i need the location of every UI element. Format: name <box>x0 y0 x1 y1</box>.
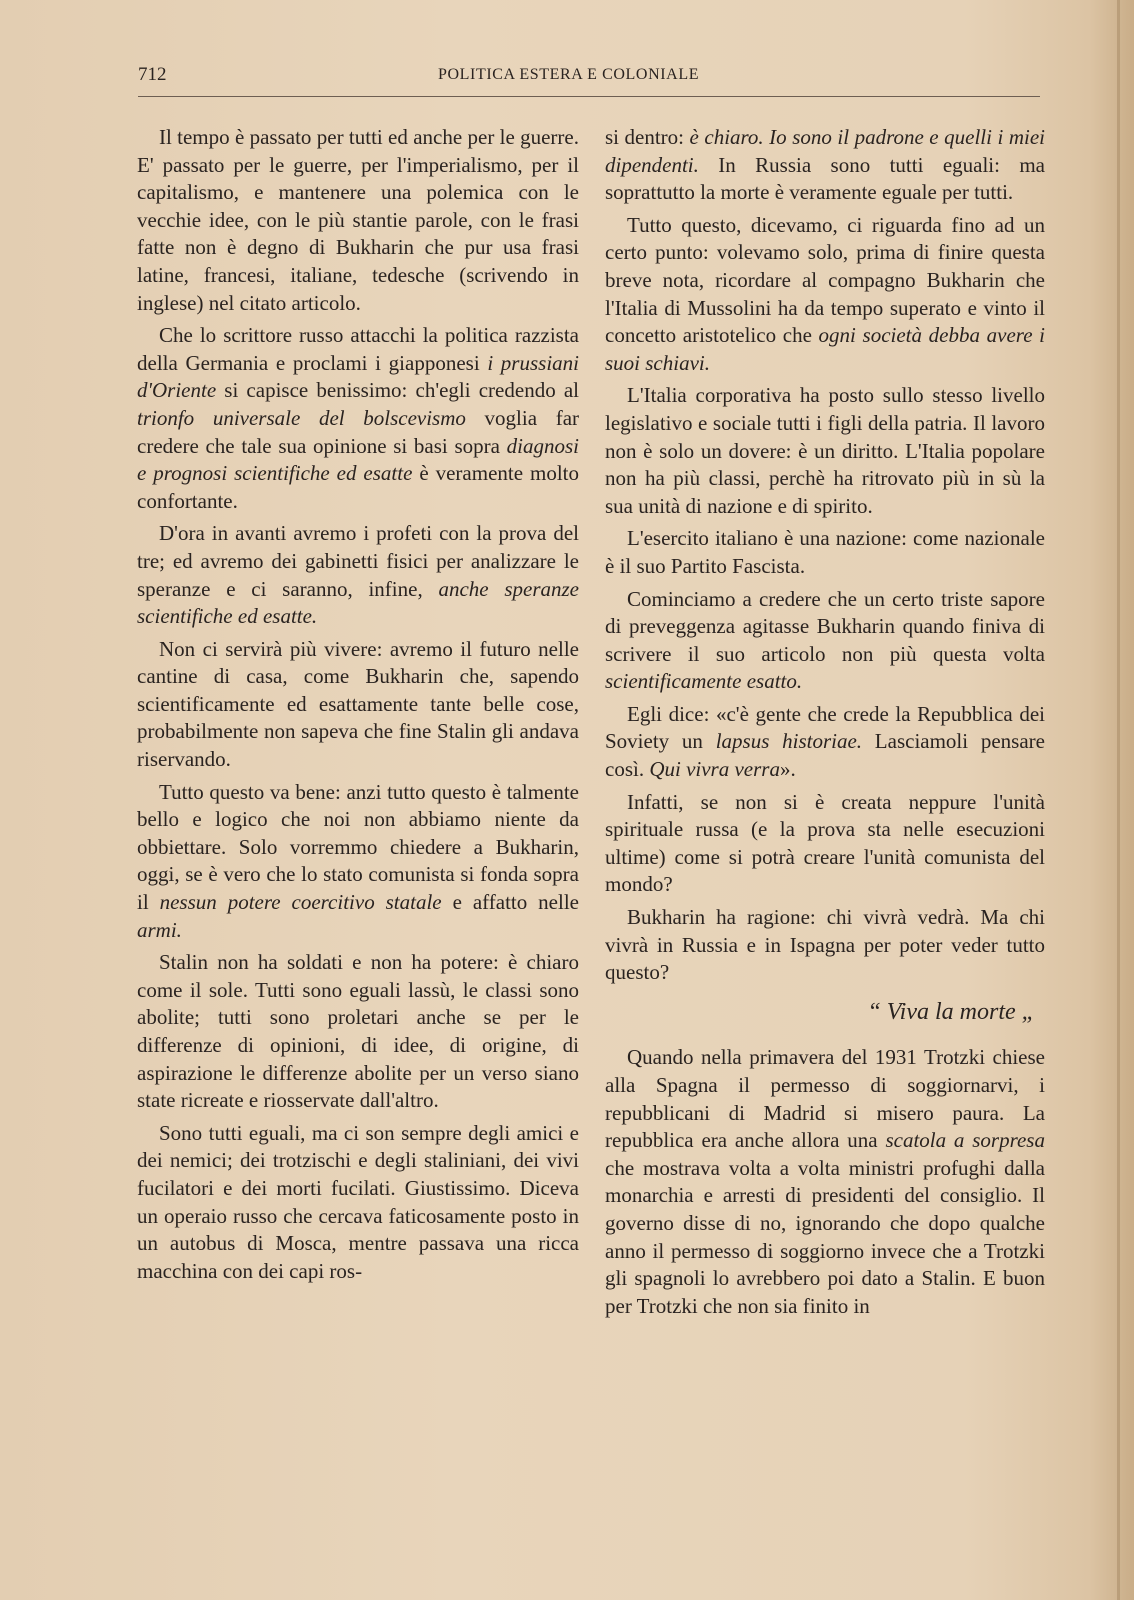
paragraph <box>605 1044 1045 1320</box>
text-run: si capisce benissimo: ch'egli credendo al <box>216 378 579 403</box>
text-run: ». <box>779 757 796 782</box>
text-run: Egli dice: «c'è gente che crede la Repubblica dei Soviety un <box>605 701 1045 754</box>
text-run: Cominciamo a credere che un certo triste sapore di preveggenza agitasse Bukharin quando finiva di scrivere il suo articolo non più questa volta <box>605 586 1045 666</box>
text-run: In Russia sono tutti eguali: ma soprattutto la morte è veramente eguale per tutti. <box>605 152 1045 205</box>
text-run: che mostrava volta a volta ministri profughi dalla monarchia e arresti di presidenti del consiglio. Il governo disse di no, ignorando che dopo qualche anno il permesso di soggiorno invece che a Trotzki gli spagnoli lo avrebbero poi dato a Stalin. E buon per Trotzki che non sia finito in <box>605 1155 1045 1318</box>
italic-text: scientificamente esatto. <box>605 669 803 694</box>
paragraph <box>605 701 1045 784</box>
italic-text: diagnosi e prognosi scientifiche ed esatte <box>137 433 579 486</box>
header-rule <box>138 96 1040 97</box>
text-run: Il tempo è passato per tutti ed anche per le guerre. E' passato per le guerre, per l'imperialismo, per il capitalismo, e mantenere una polemica con le vecchie idee, con le più stantie parole, con le frasi fatte non è degno di Bukharin che pur usa frasi latine, francesi, italiane, tedesche (scrivendo in inglese) nel citato articolo. <box>137 125 579 315</box>
italic-text: è chiaro. Io sono il padrone e quelli i miei dipendenti. <box>605 125 1045 177</box>
paragraph <box>605 525 1045 580</box>
italic-text: i prussiani d'Oriente <box>137 350 579 403</box>
text-run: Che lo scrittore russo attacchi la politica razzista della Germania e proclami i giapponesi <box>137 323 579 375</box>
paragraph <box>137 322 579 515</box>
paragraph <box>605 904 1045 987</box>
page-header <box>138 62 1040 92</box>
paragraph <box>605 124 1045 207</box>
paragraph <box>137 949 579 1115</box>
paragraph <box>137 124 579 317</box>
text-run: voglia far credere che tale sua opinione si basi sopra <box>137 405 580 458</box>
paragraph <box>137 779 579 945</box>
text-run: è veramente molto confortante. <box>137 461 579 513</box>
text-run: Non ci servirà più vivere: avremo il futuro nelle cantine di casa, come Bukharin che, sapendo scientificamente ed esattamente tante belle cose, probabilmente non sapeva che fine Stalin gli andava riservando. <box>137 636 579 772</box>
paragraph <box>605 789 1045 899</box>
paragraph <box>137 520 579 630</box>
page-number: 712 <box>138 64 167 85</box>
italic-text: anche speranze scientifiche ed esatte. <box>137 576 579 629</box>
text-run: Tutto questo, dicevamo, ci riguarda fino ad un certo punto: volevamo solo, prima di finire questa breve nota, ricordare al compagno Bukharin che l'Italia di Mussolini ha da tempo superato e vinto il concetto aristotelico che <box>605 212 1045 348</box>
text-run: Bukharin ha ragione: chi vivrà vedrà. Ma chi vivrà in Russia e in Ispagna per poter veder tutto questo? <box>605 905 1045 985</box>
text-run: Infatti, se non si è creata neppure l'unità spirituale russa (e la prova sta nelle esecuzioni ultime) come si potrà creare l'unità comunista del mondo? <box>605 789 1045 897</box>
paragraph <box>605 586 1045 696</box>
section-heading <box>605 999 1045 1027</box>
text-run: L'esercito italiano è una nazione: come nazionale è il suo Partito Fascista. <box>605 526 1045 578</box>
text-run: Quando nella primavera del 1931 Trotzki chiese alla Spagna il permesso di soggiornarvi, i repubblicani di Madrid si misero paura. La repubblica era anche allora una <box>605 1045 1045 1153</box>
text-run: Sono tutti eguali, ma ci son sempre degli amici e dei nemici; dei trotzischi e degli staliniani, dei vivi fucilatori e dei morti fucilati. Giustissimo. Diceva un operaio russo che cercava faticosamente posto in un autobus di Mosca, mentre passava una ricca macchina con dei capi ros- <box>137 1120 579 1283</box>
left-column <box>137 124 579 1290</box>
italic-text: Qui vivra verra <box>649 757 780 782</box>
paragraph <box>137 636 579 774</box>
text-run: “ Viva la morte „ <box>867 998 1035 1025</box>
text-run: Stalin non ha soldati e non ha potere: è chiaro come il sole. Tutti sono eguali lassù, le classi sono abolite; tutti sono proletari anche se per le differenze di opinioni, di idee, di origine, di aspirazione le differenze abolite per un verso siano state ricreate e riosservate dall'altro. <box>137 950 579 1113</box>
italic-text: ogni società debba avere i suoi schiavi. <box>605 323 1045 375</box>
italic-text: nessun potere coercitivo statale <box>159 890 442 915</box>
italic-text: trionfo universale del bolscevismo <box>137 405 466 430</box>
right-column <box>605 124 1045 1325</box>
page-edge <box>1117 0 1120 1600</box>
italic-text: armi. <box>137 917 182 942</box>
italic-text: lapsus historiae. <box>715 729 863 754</box>
paragraph <box>137 1120 579 1286</box>
text-run: L'Italia corporativa ha posto sullo stesso livello legislativo e sociale tutti i figli della patria. Il lavoro non è solo un dovere: è un diritto. L'Italia popolare non ha più classi, perchè ha ritrovato più in sù la sua unità di nazione e di spirito. <box>605 383 1045 518</box>
text-run: si dentro: <box>605 125 690 149</box>
text-run: Lasciamoli pensare così. <box>605 729 1045 782</box>
running-title: POLITICA ESTERA E COLONIALE <box>438 66 700 83</box>
italic-text: scatola a sorpresa <box>885 1128 1045 1153</box>
paragraph <box>605 212 1045 378</box>
paragraph <box>605 382 1045 520</box>
text-run: D'ora in avanti avremo i profeti con la prova del tre; ed avremo dei gabinetti fisici per analizzare le speranze e ci saranno, infine, <box>137 521 579 601</box>
text-run: e affatto nelle <box>441 890 579 915</box>
text-run: Tutto questo va bene: anzi tutto questo è talmente bello e logico che noi non abbiamo niente da obbiettare. Solo vorremmo chiedere a Bukharin, oggi, se è vero che lo stato comunista si fonda sopra il <box>137 779 579 915</box>
